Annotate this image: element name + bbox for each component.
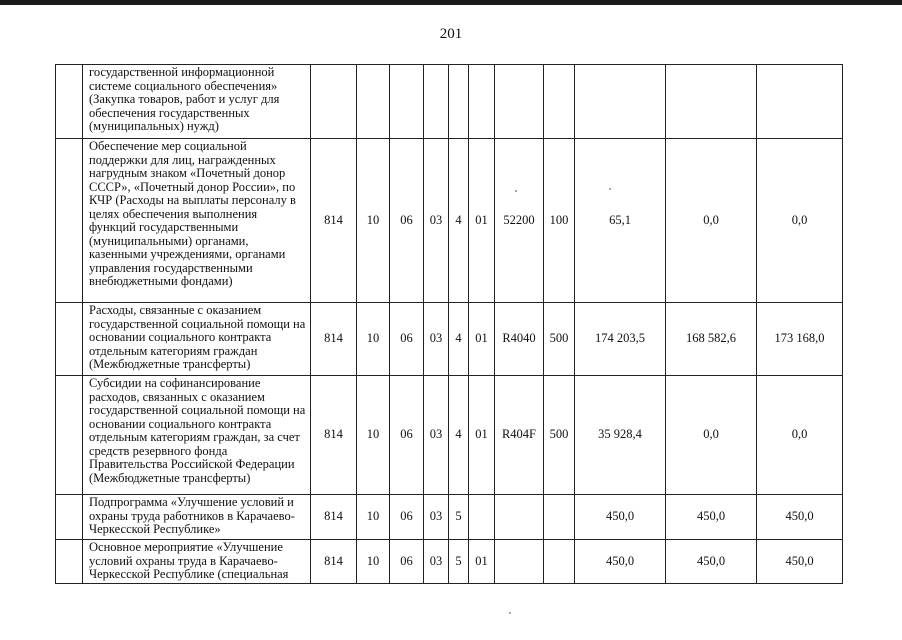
event-code: 01 <box>469 303 495 376</box>
ministry-code <box>311 65 357 139</box>
expense-type-code <box>544 540 575 584</box>
subsection-code: 06 <box>390 303 424 376</box>
direction-code <box>495 540 544 584</box>
expense-type-code: 100 <box>544 139 575 303</box>
budget-table <box>55 64 843 584</box>
amount-2019: 450,0 <box>575 540 666 584</box>
page-number: 201 <box>439 26 463 42</box>
row-index-cell <box>56 495 83 540</box>
expense-type-code: 500 <box>544 303 575 376</box>
subprogram-code: 4 <box>449 303 469 376</box>
event-code: 01 <box>469 139 495 303</box>
row-index-cell <box>56 540 83 584</box>
scan-speck <box>509 612 511 614</box>
program-code: 03 <box>424 540 449 584</box>
subsection-code <box>390 65 424 139</box>
scan-speck <box>609 188 611 190</box>
amount-2019: 450,0 <box>575 495 666 540</box>
subprogram-code: 5 <box>449 495 469 540</box>
expense-type-code <box>544 495 575 540</box>
direction-code: R404F <box>495 376 544 495</box>
subsection-code: 06 <box>390 376 424 495</box>
program-code <box>424 65 449 139</box>
program-code: 03 <box>424 139 449 303</box>
event-code <box>469 495 495 540</box>
direction-code <box>495 65 544 139</box>
subsection-code: 06 <box>390 139 424 303</box>
table-row <box>56 139 843 303</box>
table-row <box>56 65 843 139</box>
expense-name: Основное мероприятие «Улучшение условий охраны труда в Карачаево-Черкесской Республике (специальная <box>83 540 311 584</box>
expense-name: Обеспечение мер социальной поддержки для лиц, награжденных нагрудным знаком «Почетный донор СССР», «Почетный донор России», по КЧР (Расходы на выплаты персоналу в целях обеспечения выполнения функций государственными (муниципальными) органами, казенными учреждениями, органами управления государственными внебюджетными фондами) <box>83 139 311 303</box>
amount-2019: 35 928,4 <box>575 376 666 495</box>
direction-code: 52200 <box>495 139 544 303</box>
ministry-code: 814 <box>311 139 357 303</box>
scan-speck <box>515 190 517 192</box>
expense-name: Субсидии на софинансирование расходов, связанных с оказанием государственной социальной помощи на основании социального контракта отдельным категориям граждан, за счет средств резервного фонда Правительства Российской Федерации (Межбюджетные трансферты) <box>83 376 311 495</box>
event-code: 01 <box>469 540 495 584</box>
amount-2020 <box>666 65 757 139</box>
section-code: 10 <box>357 540 390 584</box>
amount-2021: 173 168,0 <box>757 303 843 376</box>
subprogram-code: 4 <box>449 376 469 495</box>
amount-2019: 65,1 <box>575 139 666 303</box>
program-code: 03 <box>424 303 449 376</box>
subprogram-code: 5 <box>449 540 469 584</box>
table-row <box>56 540 843 584</box>
row-index-cell <box>56 65 83 139</box>
program-code: 03 <box>424 376 449 495</box>
program-code: 03 <box>424 495 449 540</box>
section-code: 10 <box>357 303 390 376</box>
ministry-code: 814 <box>311 303 357 376</box>
section-code <box>357 65 390 139</box>
amount-2020: 0,0 <box>666 139 757 303</box>
amount-2021: 450,0 <box>757 540 843 584</box>
amount-2020: 168 582,6 <box>666 303 757 376</box>
ministry-code: 814 <box>311 540 357 584</box>
expense-name: Расходы, связанные с оказанием государственной социальной помощи на основании социального контракта отдельным категориям граждан (Межбюджетные трансферты) <box>83 303 311 376</box>
row-index-cell <box>56 139 83 303</box>
amount-2021: 0,0 <box>757 139 843 303</box>
subprogram-code: 4 <box>449 139 469 303</box>
table-row <box>56 495 843 540</box>
table-row <box>56 376 843 495</box>
event-code <box>469 65 495 139</box>
expense-type-code <box>544 65 575 139</box>
expense-name: государственной информационной системе социального обеспечения» (Закупка товаров, работ и услуг для обеспечения государственных (муниципальных) нужд) <box>83 65 311 139</box>
row-index-cell <box>56 303 83 376</box>
amount-2021: 0,0 <box>757 376 843 495</box>
amount-2019: 174 203,5 <box>575 303 666 376</box>
event-code: 01 <box>469 376 495 495</box>
table-row <box>56 303 843 376</box>
amount-2020: 0,0 <box>666 376 757 495</box>
subsection-code: 06 <box>390 495 424 540</box>
amount-2021: 450,0 <box>757 495 843 540</box>
ministry-code: 814 <box>311 376 357 495</box>
subprogram-code <box>449 65 469 139</box>
amount-2019 <box>575 65 666 139</box>
amount-2021 <box>757 65 843 139</box>
amount-2020: 450,0 <box>666 540 757 584</box>
amount-2020: 450,0 <box>666 495 757 540</box>
direction-code <box>495 495 544 540</box>
expense-type-code: 500 <box>544 376 575 495</box>
top-border-line <box>0 0 902 5</box>
ministry-code: 814 <box>311 495 357 540</box>
section-code: 10 <box>357 376 390 495</box>
subsection-code: 06 <box>390 540 424 584</box>
direction-code: R4040 <box>495 303 544 376</box>
expense-name: Подпрограмма «Улучшение условий и охраны труда работников в Карачаево-Черкесской Республике» <box>83 495 311 540</box>
section-code: 10 <box>357 139 390 303</box>
section-code: 10 <box>357 495 390 540</box>
row-index-cell <box>56 376 83 495</box>
